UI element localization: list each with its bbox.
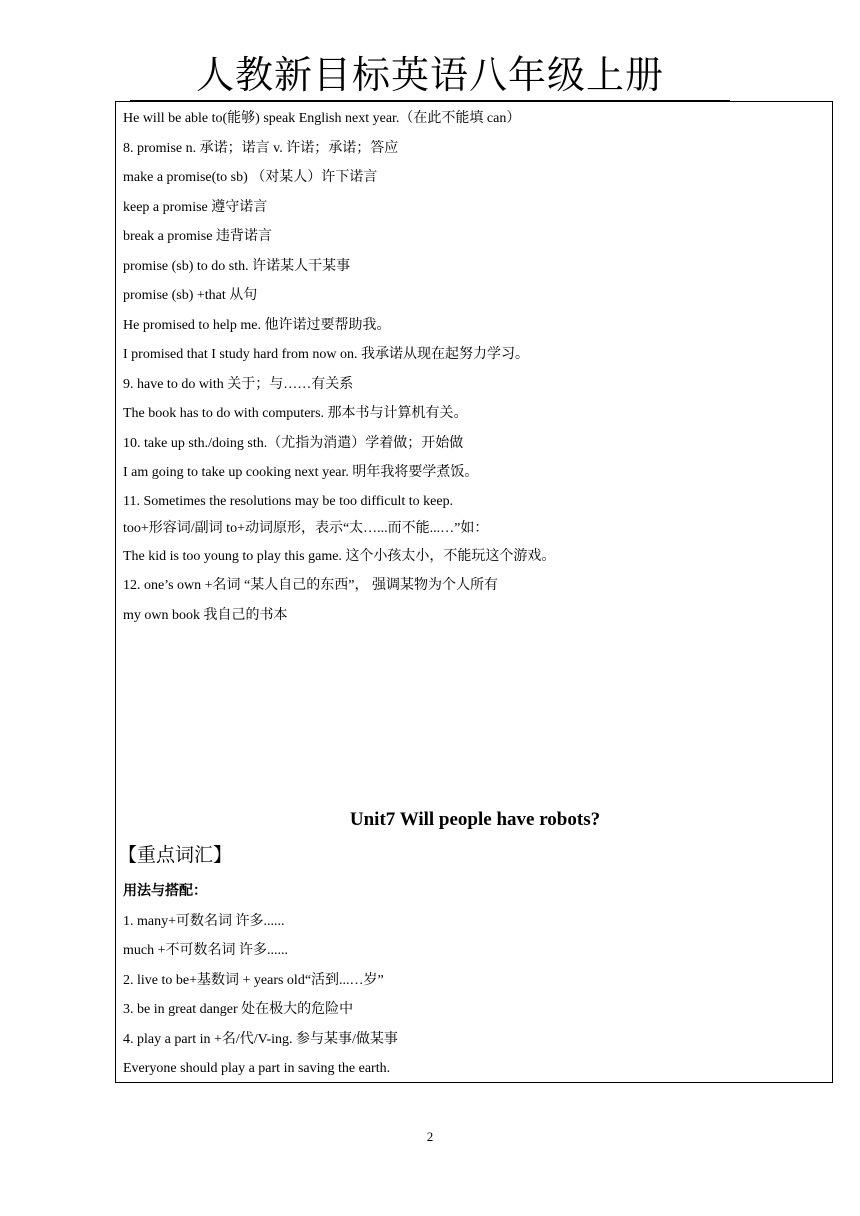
note-line: The kid is too young to play this game. 这个小孩太小，不能玩这个游戏。 — [123, 548, 556, 564]
note-line: promise (sb) +that 从句 — [123, 288, 258, 303]
vocabulary-list — [123, 877, 823, 1084]
vocab-line: 1. many+可数名词 许多...... — [123, 913, 285, 929]
note-line: make a promise(to sb) （对某人）许下诺言 — [123, 170, 378, 185]
note-line: break a promise 违背诺言 — [123, 229, 272, 244]
section-heading: 【重点词汇】 — [118, 844, 233, 866]
note-line: He promised to help me. 他许诺过要帮助我。 — [123, 317, 391, 333]
page-number: 2 — [426, 1129, 434, 1144]
note-line: too+形容词/副词 to+动词原形，表示“太…...而不能...…”如： — [123, 520, 489, 536]
usage-label: 用法与搭配： — [123, 884, 207, 899]
vocab-line: Everyone should play a part in saving the earth. — [123, 1061, 391, 1076]
vocab-line: much +不可数名词 许多...... — [123, 943, 288, 958]
page-header-title: 人教新目标英语八年级上册 — [195, 53, 664, 97]
unit-title: Unit7 Will people have robots? — [349, 809, 601, 830]
note-line: I am going to take up cooking next year. 明年我将要学煮饭。 — [123, 465, 479, 480]
note-line: 12. one’s own +名词 “某人自己的东西”， 强调某物为个人所有 — [123, 578, 498, 593]
vocab-line: 2. live to be+基数词 + years old“活到...…岁” — [123, 972, 384, 988]
note-line: my own book 我自己的书本 — [123, 607, 288, 623]
note-line: I promised that I study hard from now on. 我承诺从现在起努力学习。 — [123, 347, 529, 362]
note-line: The book has to do with computers. 那本书与计算机有关。 — [123, 406, 468, 421]
note-line: 10. take up sth./doing sth.（尤指为消遣）学着做；开始做 — [123, 435, 464, 451]
vocab-line: 3. be in great danger 处在极大的危险中 — [123, 1002, 354, 1017]
vocab-line: 4. play a part in +名/代/V-ing. 参与某事/做某事 — [123, 1031, 398, 1047]
note-line: 11. Sometimes the resolutions may be too difficult to keep. — [123, 493, 454, 509]
note-line: promise (sb) to do sth. 许诺某人干某事 — [123, 258, 351, 274]
note-line: 8. promise n. 承诺；诺言 v. 许诺；承诺；答应 — [123, 140, 399, 156]
note-line: keep a promise 遵守诺言 — [123, 199, 268, 215]
content-box — [115, 101, 833, 1083]
notes-list — [123, 104, 823, 630]
note-line: 9. have to do with 关于；与……有关系 — [123, 376, 354, 392]
note-line: He will be able to(能够) speak English next year.（在此不能填 can） — [123, 111, 521, 126]
